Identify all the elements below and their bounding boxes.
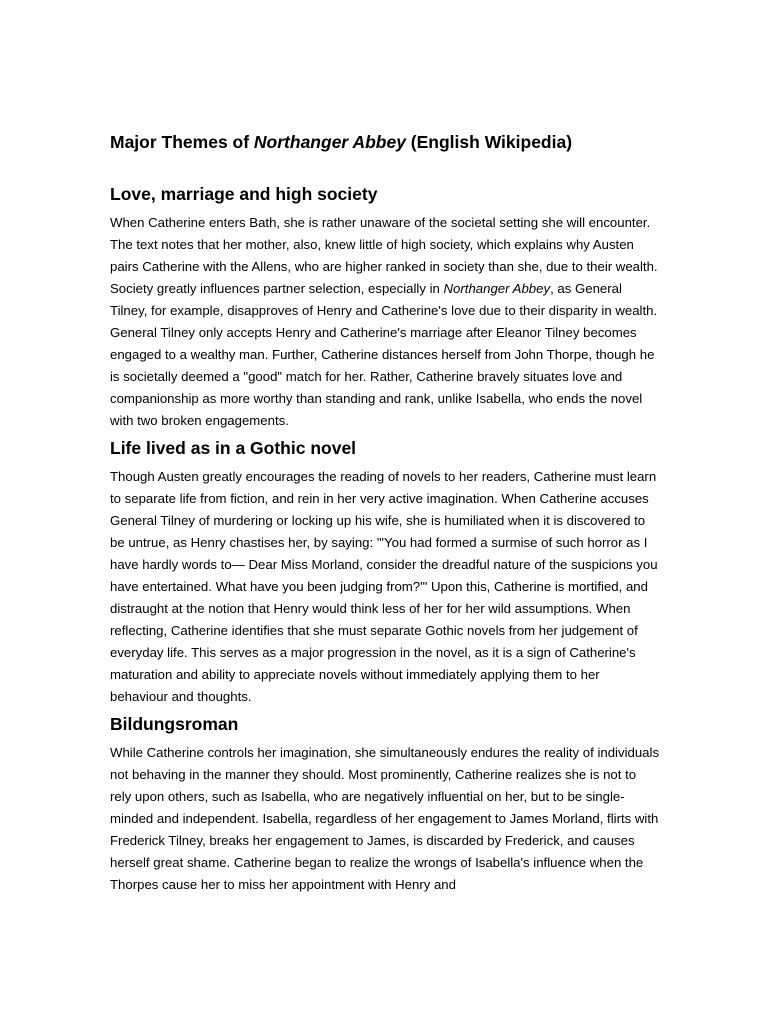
section-love-marriage [110, 182, 660, 432]
title-prefix: Major Themes of [110, 132, 254, 152]
section-paragraph [110, 212, 660, 432]
document-title [110, 130, 660, 154]
paragraph-text-continued: , as General Tilney, for example, disapproves of Henry and Catherine's love due to their disparity in wealth. General Tilney only accepts Henry and Catherine's marriage after Eleanor Tilney becomes engaged to a wealthy man. Further, Catherine distances herself from John Thorpe, though he is societally deemed a "good" match for her. Rather, Catherine bravely situates love and companionship as more worthy than standing and rank, unlike Isabella, who ends the novel with two broken engagements. [110, 281, 658, 428]
title-book-name: Northanger Abbey [253, 132, 406, 152]
section-bildungsroman [110, 712, 660, 896]
section-gothic-novel [110, 436, 660, 708]
section-heading: Bildungsroman [110, 714, 239, 734]
section-paragraph: While Catherine controls her imagination, she simultaneously endures the reality of individuals not behaving in the manner they should. Most prominently, Catherine realizes she is not to rely upon others, such as Isabella, who are negatively influential on her, but to be single-minded and independent. Isabella, regardless of her engagement to James Morland, flirts with Frederick Tilney, breaks her engagement to James, is discarded by Frederick, and causes herself great shame. Catherine began to realize the wrongs of Isabella's influence when the Thorpes cause her to miss her appointment with Henry and [110, 745, 660, 892]
section-heading: Life lived as in a Gothic novel [110, 438, 357, 458]
section-paragraph: Though Austen greatly encourages the reading of novels to her readers, Catherine must learn to separate life from fiction, and rein in her very active imagination. When Catherine accuses General Tilney of murdering or locking up his wife, she is humiliated when it is discovered to be untrue, as Henry chastises her, by saying: "'You had formed a surmise of such horror as I have hardly words to— Dear Miss Morland, consider the dreadful nature of the suspicions you have entertained. What have you been judging from?'" Upon this, Catherine is mortified, and distraught at the notion that Henry would think less of her for her wild assumptions. When reflecting, Catherine identifies that she must separate Gothic novels from her judgement of everyday life. This serves as a major progression in the novel, as it is a sign of Catherine's maturation and ability to appreciate novels without immediately applying them to her behaviour and thoughts. [110, 469, 658, 704]
paragraph-text: When Catherine enters Bath, she is rather unaware of the societal setting she will encounter. The text notes that her mother, also, knew little of high society, which explains why Austen pairs Catherine with the Allens, who are higher ranked in society than she, due to their wealth. Society greatly influences partner selection, especially in [110, 215, 658, 296]
section-heading: Love, marriage and high society [110, 184, 378, 204]
document-page [110, 130, 660, 900]
title-suffix: (English Wikipedia) [405, 132, 573, 152]
paragraph-book-name: Northanger Abbey [443, 281, 551, 296]
